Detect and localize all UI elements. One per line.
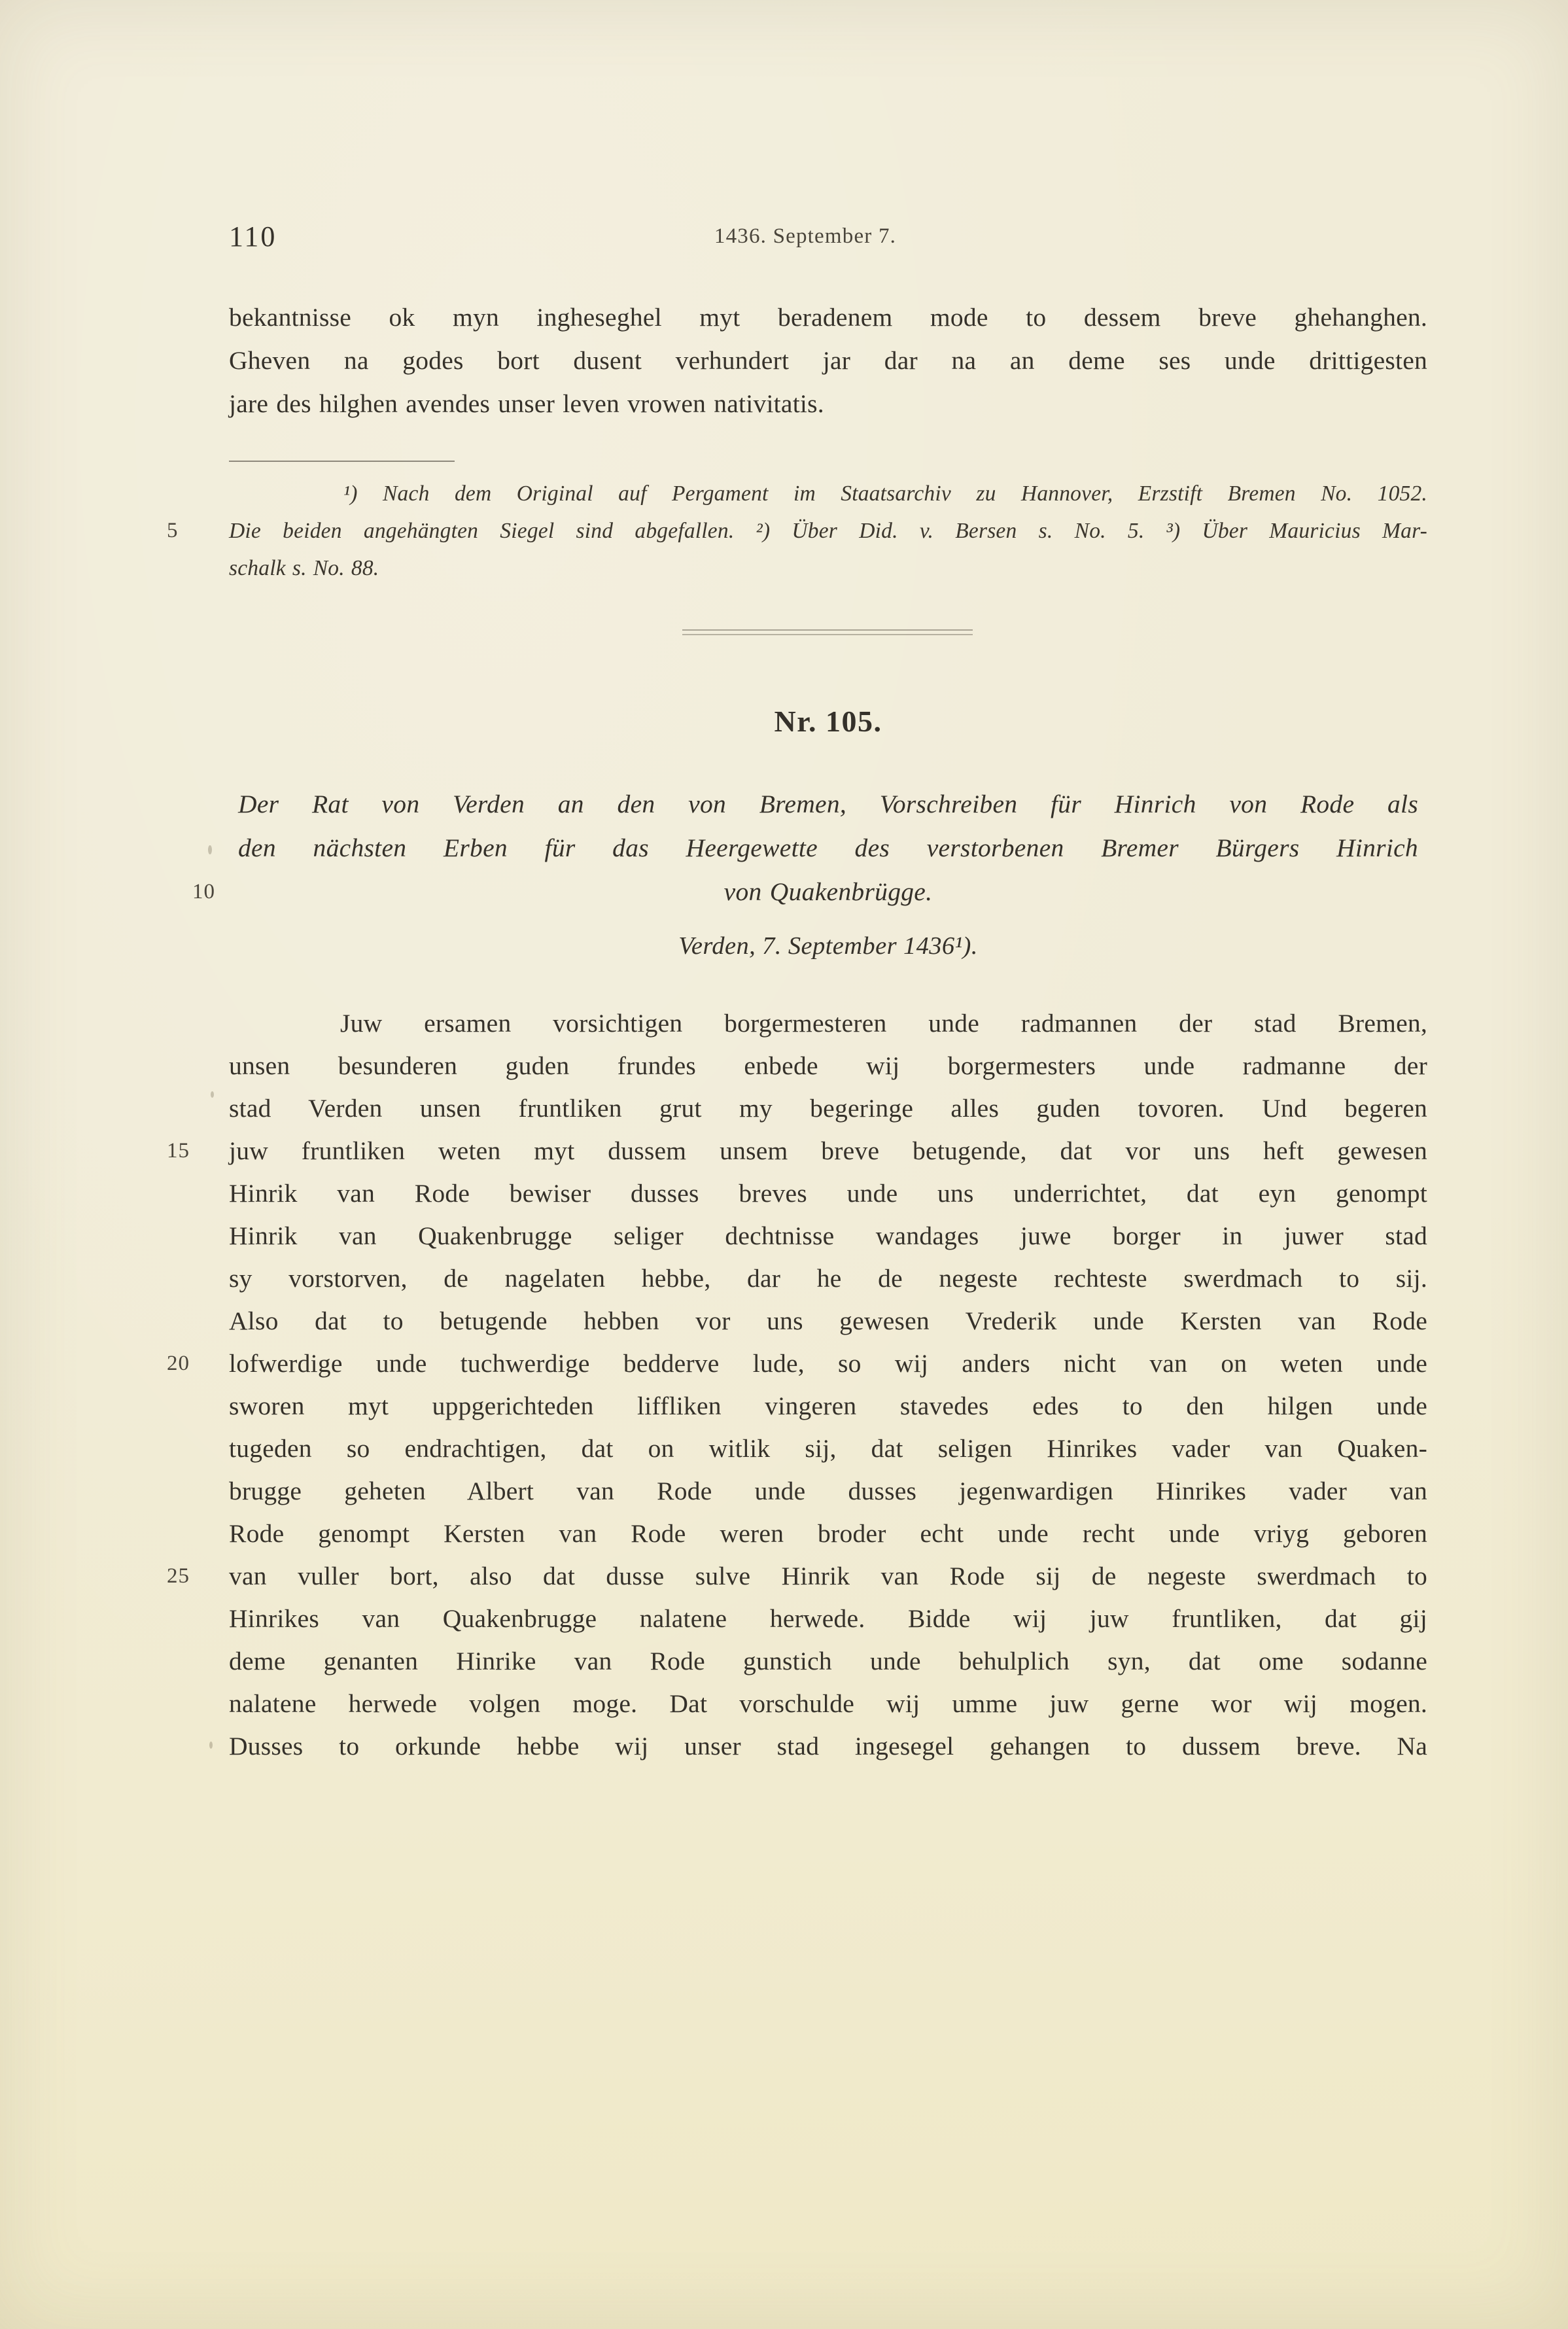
body-line: Hinrik van Quakenbrugge seliger dechtnisse wandages juwe borger in juwer stad — [229, 1221, 1427, 1250]
paper-speck — [211, 1091, 214, 1098]
body-line: 20 lofwerdige unde tuchwerdige bedderve lude, so wij anders nicht van on weten unde — [229, 1342, 1427, 1385]
footnote-separator-rule — [229, 461, 455, 462]
charter-continuation-paragraph — [229, 296, 1427, 425]
body-line: unsen besunderen guden frundes enbede wij borgermesters unde radmanne der — [229, 1051, 1427, 1080]
margin-line-number: 15 — [167, 1139, 190, 1163]
margin-line-number: 5 — [167, 519, 179, 542]
body-line: tugeden so endrachtigen, dat on witlik sij, dat seligen Hinrikes vader van Quaken- — [229, 1434, 1427, 1463]
body-line: deme genanten Hinrike van Rode gunstich unde behulplich syn, dat ome sodanne — [229, 1647, 1427, 1675]
body-line: Hinrikes van Quakenbrugge nalatene herwede. Bidde wij juw fruntliken, dat gij — [229, 1604, 1427, 1633]
regest-line: den nächsten Erben für das Heergewette des verstorbenen Bremer Bürgers Hinrich — [238, 833, 1418, 862]
regest-block — [192, 782, 1418, 914]
page-number: 110 — [229, 220, 277, 253]
body-line: brugge geheten Albert van Rode unde dusses jegenwardigen Hinrikes vader van — [229, 1477, 1427, 1505]
body-line: Rode genompt Kersten van Rode weren broder echt unde recht unde vriyg geboren — [229, 1519, 1427, 1548]
running-header-row — [229, 220, 1427, 256]
regest-line: 10 von Quakenbrügge. — [238, 870, 1418, 914]
entry-dateline: Verden, 7. September 1436¹). — [678, 932, 978, 960]
section-divider-rule — [682, 629, 973, 635]
running-header: 1436. September 7. — [714, 224, 897, 248]
body-line: 15 juw fruntliken weten myt dussem unsem breve betugende, dat vor uns heft gewesen — [229, 1130, 1427, 1172]
continuation-line: Gheven na godes bort dusent verhundert jar dar na an deme ses unde drittigesten — [229, 346, 1427, 375]
body-line: stad Verden unsen fruntliken grut my begeringe alles guden tovoren. Und begeren — [229, 1094, 1427, 1123]
continuation-line: bekantnisse ok myn ingheseghel myt beradenem mode to dessem breve ghehanghen. — [229, 303, 1427, 332]
footnote-block — [167, 475, 1427, 587]
footnote-line: ¹) Nach dem Original auf Pergament im Staatsarchiv zu Hannover, Erzstift Bremen No. 1052. — [343, 482, 1427, 506]
margin-line-number: 20 — [167, 1352, 190, 1375]
body-line: sy vorstorven, de nagelaten hebbe, dar he de negeste rechteste swerdmach to sij. — [229, 1264, 1427, 1293]
regest-line: Der Rat von Verden an den von Bremen, Vorschreiben für Hinrich von Rode als — [238, 790, 1418, 818]
footnote-line: 5 Die beiden angehängten Siegel sind abgefallen. ²) Über Did. v. Bersen s. No. 5. ³) Über Mauricius Mar- — [229, 512, 1427, 550]
entry-number-heading: Nr. 105. — [774, 705, 882, 738]
body-line: sworen myt uppgerichteden liffliken vingeren stavedes edes to den hilgen unde — [229, 1392, 1427, 1420]
paper-speck — [209, 1742, 213, 1749]
body-line: nalatene herwede volgen moge. Dat vorschulde wij umme juw gerne wor wij mogen. — [229, 1689, 1427, 1718]
body-line: Dusses to orkunde hebbe wij unser stad ingesegel gehangen to dussem breve. Na — [229, 1732, 1427, 1760]
body-line: Hinrik van Rode bewiser dusses breves unde uns underrichtet, dat eyn genompt — [229, 1179, 1427, 1208]
body-line: 25 van vuller bort, also dat dusse sulve Hinrik van Rode sij de negeste swerdmach to — [229, 1555, 1427, 1598]
body-line: Juw ersamen vorsichtigen borgermesteren unde radmannen der stad Bremen, — [340, 1009, 1427, 1038]
continuation-line: jare des hilghen avendes unser leven vrowen nativitatis. — [229, 389, 824, 418]
margin-line-number: 10 — [192, 880, 215, 903]
margin-line-number: 25 — [167, 1564, 190, 1588]
paper-speck — [208, 845, 212, 854]
charter-body-text — [167, 1002, 1427, 1768]
footnote-line: schalk s. No. 88. — [229, 556, 379, 580]
body-line: Also dat to betugende hebben vor uns gewesen Vrederik unde Kersten van Rode — [229, 1306, 1427, 1335]
